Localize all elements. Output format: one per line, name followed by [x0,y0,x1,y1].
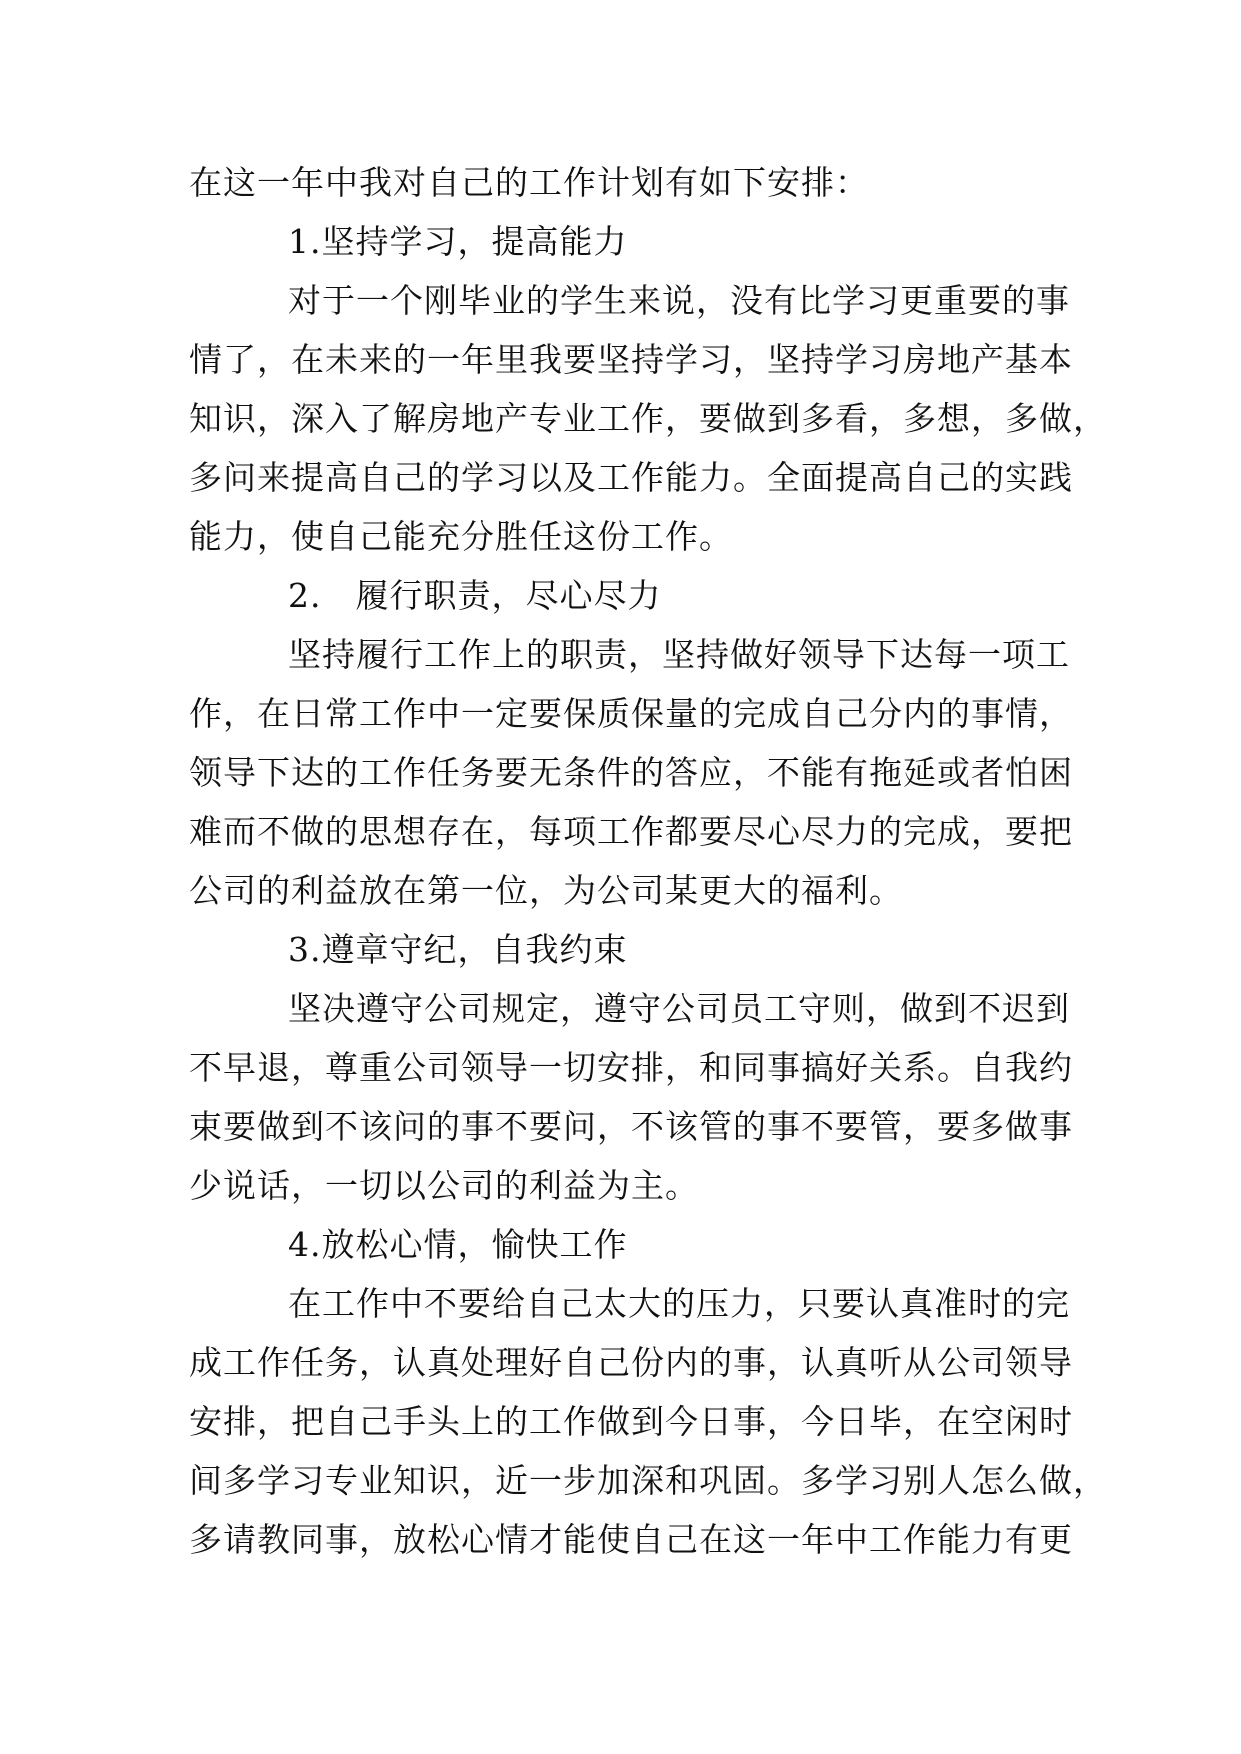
text-line: 坚持履行工作上的职责，坚持做好领导下达每一项工 [288,635,1070,674]
text-line: 能力，使自己能充分胜任这份工作。 [189,517,733,556]
text-line: 安排，把自己手头上的工作做到今日事，今日毕，在空闲时 [189,1402,1073,1441]
text-line: 不早退，尊重公司领导一切安排，和同事搞好关系。自我约 [189,1048,1073,1087]
section-heading: 2. 履行职责，尽心尽力 [288,576,662,615]
section-heading: 3.遵章守纪，自我约束 [288,930,628,969]
text-line: 间多学习专业知识，近一步加深和巩固。多学习别人怎么做， [189,1461,1107,1500]
text-line: 在这一年中我对自己的工作计划有如下安排： [189,163,869,202]
text-line: 难而不做的思想存在，每项工作都要尽心尽力的完成，要把 [189,812,1073,851]
section-heading: 4.放松心情，愉快工作 [288,1225,628,1264]
text-line: 作，在日常工作中一定要保质保量的完成自己分内的事情， [189,694,1073,733]
text-line: 束要做到不该问的事不要问，不该管的事不要管，要多做事 [189,1107,1073,1146]
text-line: 坚决遵守公司规定，遵守公司员工守则，做到不迟到 [288,989,1070,1028]
text-line: 多请教同事，放松心情才能使自己在这一年中工作能力有更 [189,1520,1073,1559]
text-line: 少说话，一切以公司的利益为主。 [189,1166,699,1205]
text-line: 情了，在未来的一年里我要坚持学习，坚持学习房地产基本 [189,340,1073,379]
text-line: 在工作中不要给自己太大的压力，只要认真准时的完 [288,1284,1070,1323]
section-heading: 1.坚持学习，提高能力 [288,222,628,261]
text-line: 领导下达的工作任务要无条件的答应，不能有拖延或者怕困 [189,753,1073,792]
text-line: 多问来提高自己的学习以及工作能力。全面提高自己的实践 [189,458,1073,497]
text-line: 成工作任务，认真处理好自己份内的事，认真听从公司领导 [189,1343,1073,1382]
text-line: 对于一个刚毕业的学生来说，没有比学习更重要的事 [288,281,1070,320]
text-line: 公司的利益放在第一位，为公司某更大的福利。 [189,871,903,910]
text-line: 知识，深入了解房地产专业工作，要做到多看，多想，多做， [189,399,1107,438]
